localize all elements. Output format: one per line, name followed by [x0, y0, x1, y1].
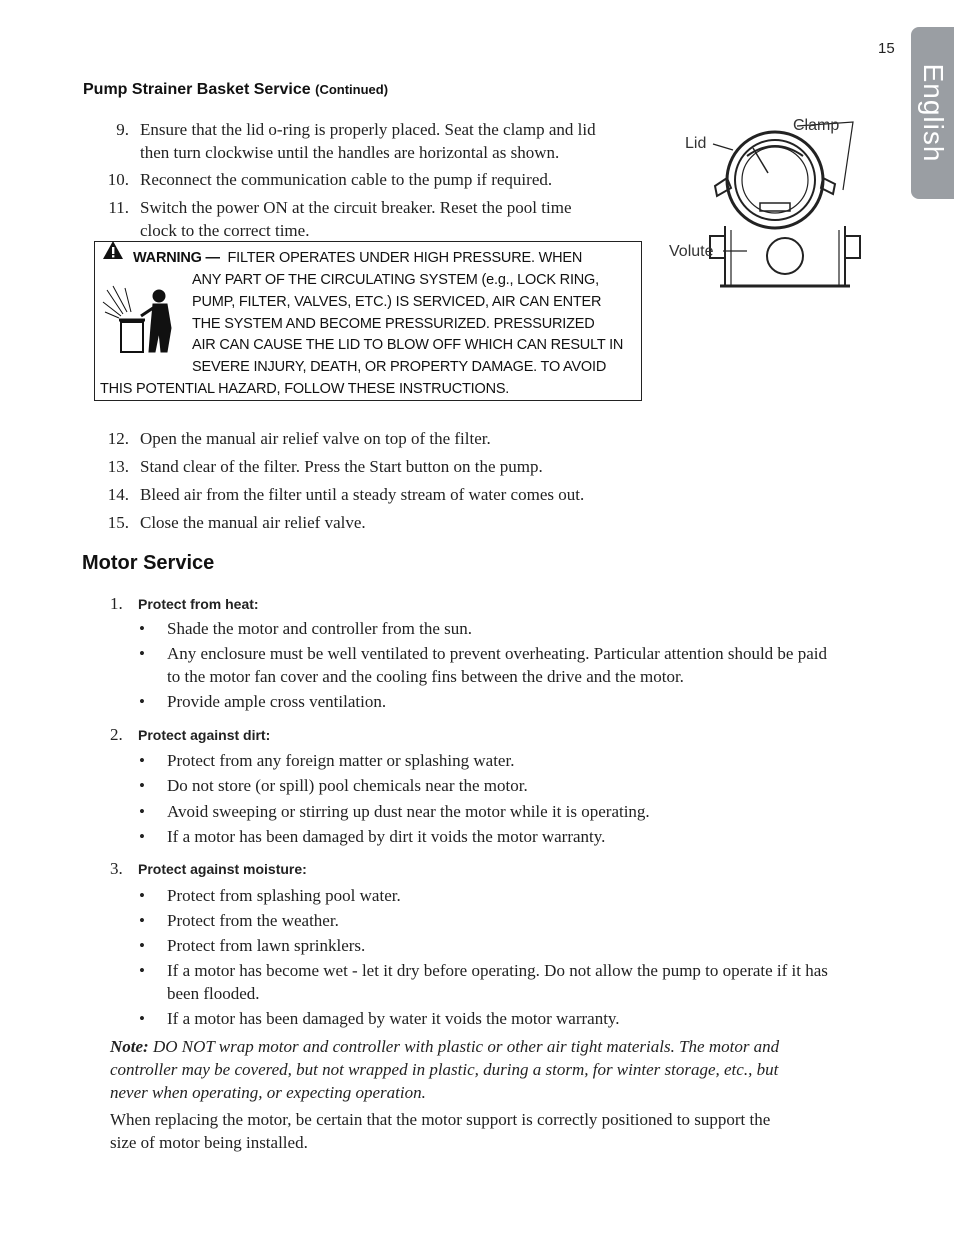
step-line: clock to the correct time. — [140, 221, 310, 240]
note-line — [110, 1035, 910, 1058]
bullet-text: Avoid sweeping or stirring up dust near the motor while it is operating. — [167, 802, 650, 821]
list-item — [139, 617, 909, 642]
list-item — [95, 455, 695, 480]
language-tab — [911, 27, 954, 199]
bullet-marker: • — [139, 936, 145, 955]
warning-triangle-icon — [102, 239, 124, 261]
note-line: never when operating, or expecting operation. — [110, 1083, 426, 1102]
bullet-marker: • — [139, 827, 145, 846]
list-item — [95, 511, 695, 536]
closing-paragraph — [110, 1108, 910, 1154]
step-text: Open the manual air relief valve on top of the filter. — [140, 429, 491, 448]
list-item — [95, 427, 695, 452]
bullet-text — [167, 642, 827, 688]
warning-line — [133, 247, 582, 269]
bullet-marker: • — [139, 776, 145, 795]
bullet-text — [167, 959, 828, 1005]
step-line: Reconnect the communication cable to the pump if required. — [140, 170, 553, 189]
bullet-text: Protect from splashing pool water. — [167, 886, 401, 905]
bullet-line: to the motor fan cover and the cooling fins between the drive and the motor. — [167, 667, 684, 686]
step-line: then turn clockwise until the handles are horizontal as shown. — [140, 143, 560, 162]
list-item — [95, 168, 655, 193]
group-heading: Protect from heat: — [138, 596, 259, 612]
volute-label: Volute — [669, 243, 714, 260]
warning-text: SEVERE INJURY, DEATH, OR PROPERTY DAMAGE. TO AVOID — [192, 359, 607, 375]
group-number: 3. — [110, 859, 123, 878]
bullet-marker: • — [139, 961, 145, 980]
closing-line: size of motor being installed. — [110, 1133, 308, 1152]
list-item — [95, 118, 655, 168]
note-line: controller may be covered, but not wrapped in plastic, during a storm, for winter storage, etc., but — [110, 1060, 779, 1079]
bullet-text: If a motor has been damaged by water it voids the motor warranty. — [167, 1009, 620, 1028]
bullet-line: Any enclosure must be well ventilated to prevent overheating. Particular attention should be paid — [167, 644, 827, 663]
group-number: 1. — [110, 594, 123, 613]
bullet-text: Protect from any foreign matter or splashing water. — [167, 751, 515, 770]
step-line: Ensure that the lid o-ring is properly placed. Seat the clamp and lid — [140, 120, 596, 139]
warning-text: ANY PART OF THE CIRCULATING SYSTEM (e.g., LOCK RING, — [192, 272, 599, 288]
section-title-suffix: (Continued) — [315, 82, 389, 97]
bullet-text: Do not store (or spill) pool chemicals near the motor. — [167, 776, 528, 795]
list-item — [139, 934, 909, 959]
note-text: DO NOT wrap motor and controller with plastic or other air tight materials. The motor and — [152, 1037, 780, 1056]
warning-box — [94, 241, 642, 401]
warning-text: PUMP, FILTER, VALVES, ETC.) IS SERVICED, AIR CAN ENTER — [192, 294, 602, 310]
bullet-marker: • — [139, 911, 145, 930]
list-item — [95, 196, 655, 246]
pump-diagram — [665, 108, 885, 293]
step-text: Bleed air from the filter until a steady stream of water comes out. — [140, 485, 585, 504]
page-number: 15 — [878, 40, 895, 57]
bullet-text: Protect from lawn sprinklers. — [167, 936, 366, 955]
step-number: 10. — [107, 170, 129, 189]
bullet-line: If a motor has become wet - let it dry before operating. Do not allow the pump to operate if it has — [167, 961, 828, 980]
list-item — [139, 884, 909, 909]
list-item — [139, 690, 909, 715]
bullet-marker: • — [139, 619, 145, 638]
language-tab-label: English — [917, 63, 949, 163]
step-number: 9. — [116, 120, 129, 139]
pressure-hazard-icon — [101, 282, 179, 354]
step-text: Stand clear of the filter. Press the Start button on the pump. — [140, 457, 543, 476]
group-number: 2. — [110, 725, 123, 744]
list-item — [139, 642, 909, 690]
note-paragraph — [110, 1035, 910, 1104]
warning-text: THIS POTENTIAL HAZARD, FOLLOW THESE INSTRUCTIONS. — [100, 381, 510, 397]
bullet-marker: • — [139, 1009, 145, 1028]
bullet-line: been flooded. — [167, 984, 260, 1003]
section-title: Pump Strainer Basket Service — [83, 81, 311, 98]
list-item — [139, 959, 909, 1007]
list-item — [139, 774, 909, 799]
warning-text: FILTER OPERATES UNDER HIGH PRESSURE. WHEN — [227, 250, 583, 266]
step-number: 15. — [107, 513, 129, 532]
group-heading: Protect against dirt: — [138, 727, 271, 743]
step-number: 14. — [107, 485, 129, 504]
step-text — [140, 118, 596, 164]
warning-text: THE SYSTEM AND BECOME PRESSURIZED. PRESSURIZED — [192, 316, 595, 332]
list-item — [95, 483, 695, 508]
list-item — [139, 749, 909, 774]
section-heading — [83, 81, 388, 99]
bullet-marker: • — [139, 886, 145, 905]
step-text — [140, 196, 571, 242]
list-item — [139, 1007, 909, 1032]
step-line: Switch the power ON at the circuit breaker. Reset the pool time — [140, 198, 572, 217]
motor-section-title: Motor Service — [82, 552, 215, 574]
bullet-marker: • — [139, 802, 145, 821]
group-heading: Protect against moisture: — [138, 861, 307, 877]
step-number: 11. — [108, 198, 129, 217]
step-number: 12. — [107, 429, 129, 448]
bullet-text: Shade the motor and controller from the sun. — [167, 619, 472, 638]
bullet-marker: • — [139, 692, 145, 711]
closing-line: When replacing the motor, be certain that the motor support is correctly positioned to support the — [110, 1110, 771, 1129]
warning-text: AIR CAN CAUSE THE LID TO BLOW OFF WHICH CAN RESULT IN — [192, 337, 624, 353]
list-item — [139, 800, 909, 825]
bullet-text: Protect from the weather. — [167, 911, 339, 930]
bullet-text: Provide ample cross ventilation. — [167, 692, 387, 711]
step-text: Close the manual air relief valve. — [140, 513, 366, 532]
note-label: Note: — [110, 1037, 149, 1056]
clamp-label: Clamp — [793, 117, 840, 134]
step-text — [140, 168, 552, 191]
list-item — [139, 825, 909, 850]
pump-illustration — [665, 108, 885, 293]
step-number: 13. — [107, 457, 129, 476]
warning-label: WARNING — — [133, 250, 220, 266]
bullet-marker: • — [139, 644, 145, 663]
lid-label: Lid — [685, 135, 707, 152]
bullet-marker: • — [139, 751, 145, 770]
list-item — [139, 909, 909, 934]
bullet-text: If a motor has been damaged by dirt it voids the motor warranty. — [167, 827, 606, 846]
